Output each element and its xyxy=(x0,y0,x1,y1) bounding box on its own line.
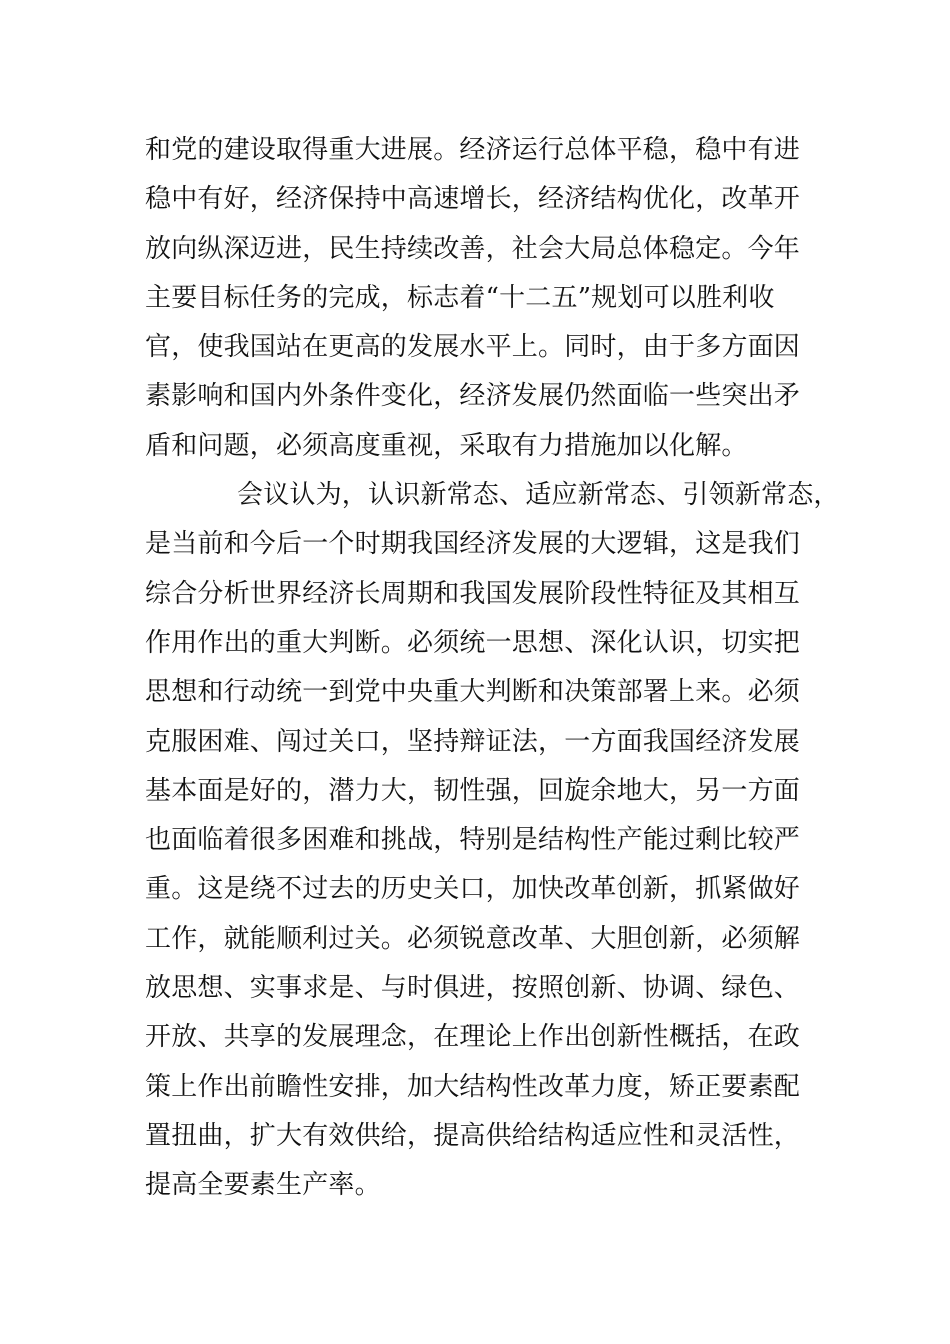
text-line: 放向纵深迈进，民生持续改善，社会大局总体稳定。今年 xyxy=(145,233,801,264)
text-line: 是当前和今后一个时期我国经济发展的大逻辑，这是我们 xyxy=(145,529,801,560)
text-line: 官，使我国站在更高的发展水平上。同时，由于多方面因 xyxy=(145,332,801,363)
text-line: 提高全要素生产率。 xyxy=(145,1170,381,1201)
paragraph-start-line: 会议认为，认识新常态、适应新常态、引领新常态， xyxy=(237,480,840,511)
text-line: 工作，就能顺利过关。必须锐意改革、大胆创新，必须解 xyxy=(145,923,801,954)
text-line: 开放、共享的发展理念，在理论上作出创新性概括，在政 xyxy=(145,1022,801,1053)
text-line: 置扭曲，扩大有效供给，提高供给结构适应性和灵活性， xyxy=(145,1120,801,1151)
text-line: 作用作出的重大判断。必须统一思想、深化认识，切实把 xyxy=(145,627,801,658)
text-line: 基本面是好的，潜力大，韧性强，回旋余地大，另一方面 xyxy=(145,775,801,806)
text-line: 也面临着很多困难和挑战，特别是结构性产能过剩比较严 xyxy=(145,825,801,856)
text-line: 策上作出前瞻性安排，加大结构性改革力度，矫正要素配 xyxy=(145,1071,801,1102)
text-line: 主要目标任务的完成，标志着“十二五”规划可以胜利收 xyxy=(145,282,775,313)
text-line: 素影响和国内外条件变化，经济发展仍然面临一些突出矛 xyxy=(145,381,801,412)
text-line: 重。这是绕不过去的历史关口，加快改革创新，抓紧做好 xyxy=(145,874,801,905)
text-line: 和党的建设取得重大进展。经济运行总体平稳，稳中有进 xyxy=(145,135,801,165)
text-line: 综合分析世界经济长周期和我国发展阶段性特征及其相互 xyxy=(145,578,801,609)
text-line: 放思想、实事求是、与时俱进，按照创新、协调、绿色、 xyxy=(145,973,801,1004)
text-line: 稳中有好，经济保持中高速增长，经济结构优化，改革开 xyxy=(145,184,801,215)
text-line: 盾和问题，必须高度重视，采取有力措施加以化解。 xyxy=(145,430,748,461)
document-body xyxy=(145,126,845,1211)
text-line: 思想和行动统一到党中央重大判断和决策部署上来。必须 xyxy=(145,677,801,708)
text-line: 克服困难、闯过关口，坚持辩证法，一方面我国经济发展 xyxy=(145,726,801,757)
